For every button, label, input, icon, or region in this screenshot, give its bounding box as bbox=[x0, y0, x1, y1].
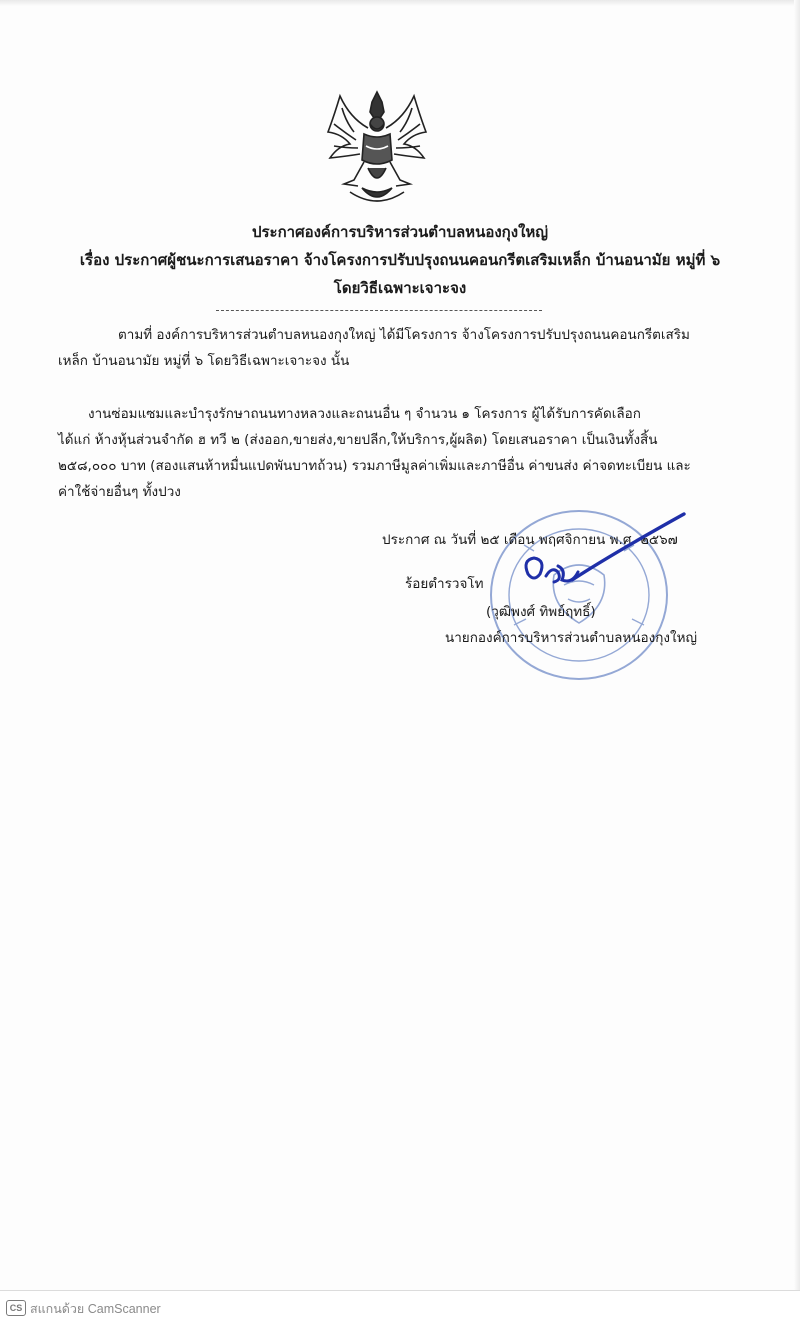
scan-edge-top bbox=[0, 0, 800, 6]
dashed-divider bbox=[216, 310, 542, 311]
camscanner-watermark-text: สแกนด้วย CamScanner bbox=[30, 1302, 161, 1316]
signer-rank: ร้อยตำรวจโท bbox=[405, 576, 484, 592]
paragraph-1-line-1: ตามที่ องค์การบริหารส่วนตำบลหนองกุงใหญ่ ได้มีโครงการ จ้างโครงการปรับปรุงถนนคอนกรีตเสริม bbox=[118, 327, 690, 343]
camscanner-logo-icon: CS bbox=[6, 1300, 26, 1316]
scan-edge-right bbox=[794, 0, 800, 1290]
announcement-method: โดยวิธีเฉพาะเจาะจง bbox=[333, 279, 467, 297]
paragraph-2-line-3: ๒๕๘,๐๐๐ บาท (สองแสนห้าหมื่นแปดพันบาทถ้วน) รวมภาษีมูลค่าเพิ่มและภาษีอื่น ค่าขนส่ง ค่าจดทะเบียน และ bbox=[58, 458, 691, 474]
paragraph-2-line-2: ได้แก่ ห้างหุ้นส่วนจำกัด ฮ ทวี ๒ (ส่งออก,ขายส่ง,ขายปลีก,ให้บริการ,ผู้ผลิต) โดยเสนอราคา เป็นเงินทั้งสิ้น bbox=[58, 432, 658, 448]
handwritten-signature bbox=[512, 510, 692, 610]
paragraph-1-line-2: เหล็ก บ้านอนามัย หมู่ที่ ๖ โดยวิธีเฉพาะเจาะจง นั้น bbox=[58, 353, 350, 369]
announcement-date: ประกาศ ณ วันที่ ๒๕ เดือน พฤศจิกายน พ.ศ. ๒๕๖๗ bbox=[382, 532, 678, 548]
paragraph-2-line-1: งานซ่อมแซมและบำรุงรักษาถนนทางหลวงและถนนอื่น ๆ จำนวน ๑ โครงการ ผู้ได้รับการคัดเลือก bbox=[88, 406, 641, 422]
paragraph-2-line-4: ค่าใช้จ่ายอื่นๆ ทั้งปวง bbox=[58, 484, 181, 500]
signer-position: นายกองค์การบริหารส่วนตำบลหนองกุงใหญ่ bbox=[445, 630, 698, 646]
announcement-subject: เรื่อง ประกาศผู้ชนะการเสนอราคา จ้างโครงการปรับปรุงถนนคอนกรีตเสริมเหล็ก บ้านอนามัย หมู่ที่ ๖ bbox=[79, 251, 721, 269]
signer-name: (วุฒิพงศ์ ทิพย์ฤทธิ์) bbox=[486, 604, 596, 620]
announcement-title: ประกาศองค์การบริหารส่วนตำบลหนองกุงใหญ่ bbox=[251, 223, 549, 241]
garuda-emblem-icon bbox=[320, 88, 434, 210]
